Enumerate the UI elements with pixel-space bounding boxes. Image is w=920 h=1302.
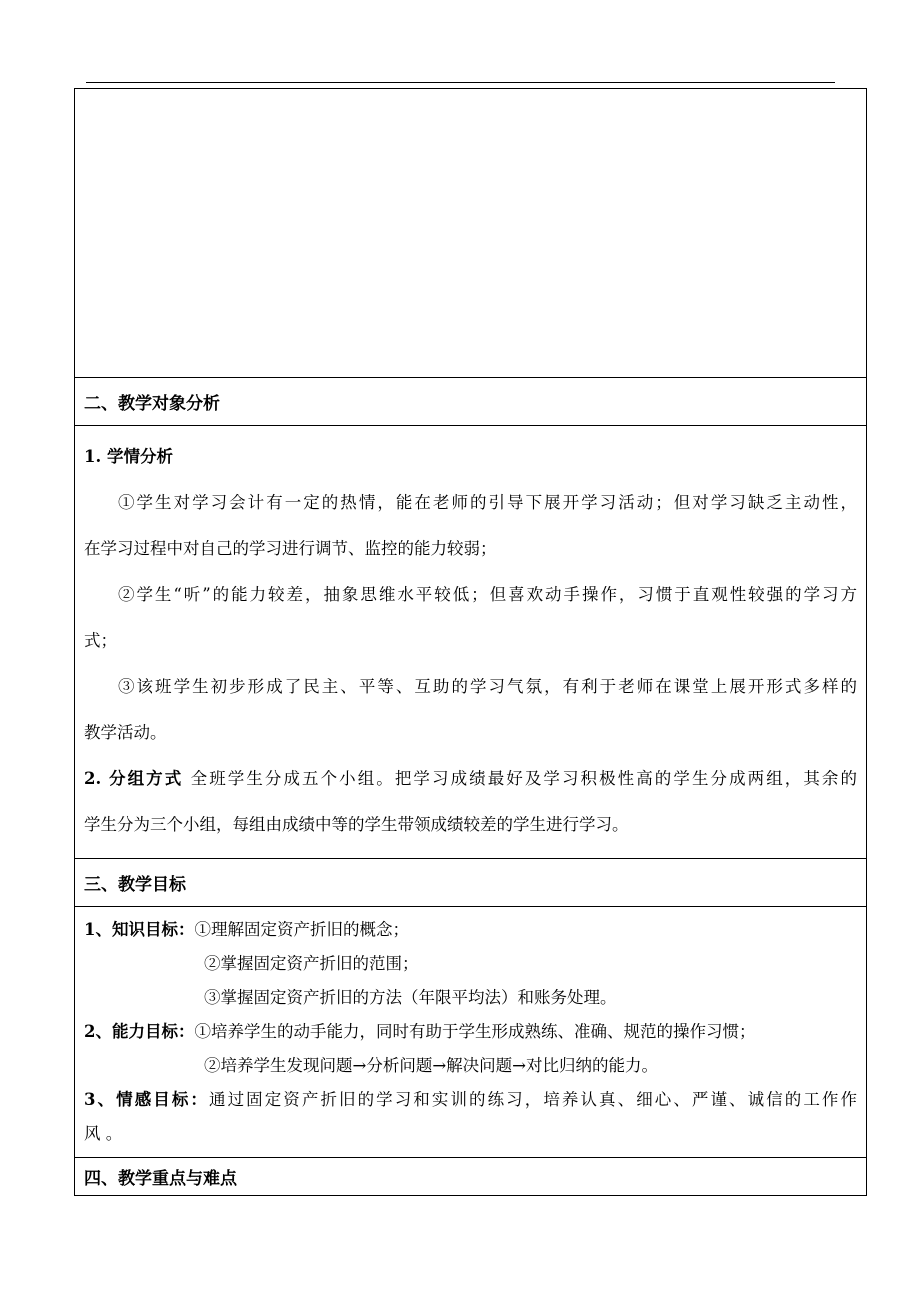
- knowledge-goal-row: [84, 913, 857, 947]
- knowledge-goal-label: 1、知识目标：: [84, 920, 195, 939]
- analysis-body: [75, 425, 866, 858]
- knowledge-goal-item: ①理解固定资产折旧的概念；: [194, 920, 409, 939]
- analysis-point-3-line-2: 教学活动。: [84, 723, 167, 742]
- objectives-body: [75, 906, 866, 1157]
- subheading-grouping: 2. 分组方式: [84, 769, 184, 788]
- ability-goal-label: 2、能力目标：: [84, 1022, 195, 1041]
- knowledge-goal-item: ②掌握固定资产折旧的范围；: [204, 954, 419, 973]
- section-heading-key-points: 四、教学重点与难点: [75, 1157, 866, 1195]
- emotion-goal-text: 通过固定资产折旧的学习和实训的练习，培养认真、细心、严谨、诚信的工作作: [209, 1090, 858, 1109]
- knowledge-goal-item: ③掌握固定资产折旧的方法（年限平均法）和账务处理。: [204, 988, 617, 1007]
- section-heading-analysis: 二、教学对象分析: [75, 377, 866, 425]
- analysis-point-1-line-1: ①学生对学习会计有一定的热情，能在老师的引导下展开学习活动；但对学习缺乏主动性，: [118, 493, 857, 512]
- subheading-student-analysis: 1. 学情分析: [84, 447, 173, 466]
- analysis-point-2-line-1: ②学生“听”的能力较差，抽象思维水平较低；但喜欢动手操作，习惯于直观性较强的学习方: [118, 585, 857, 604]
- ability-goal-item: ①培养学生的动手能力，同时有助于学生形成熟练、准确、规范的操作习惯；: [194, 1022, 756, 1041]
- header-rule: [86, 82, 835, 83]
- grouping-text: 全班学生分成五个小组。把学习成绩最好及学习积极性高的学生分成两组，其余的: [190, 769, 857, 788]
- blank-cell: [75, 89, 866, 377]
- ability-goal-row: [84, 1015, 857, 1049]
- analysis-point-3-line-1: ③该班学生初步形成了民主、平等、互助的学习气氛，有利于老师在课堂上展开形式多样的: [118, 677, 857, 696]
- section-heading-objectives: 三、教学目标: [75, 858, 866, 906]
- ability-goal-item: ②培养学生发现问题→分析问题→解决问题→对比归纳的能力。: [204, 1056, 658, 1075]
- grouping-line-1: [84, 756, 857, 802]
- emotion-goal-row: [84, 1083, 857, 1117]
- grouping-line-2: 学生分为三个小组，每组由成绩中等的学生带领成绩较差的学生进行学习。: [84, 815, 629, 834]
- lesson-plan-table: [74, 88, 867, 1196]
- analysis-point-2-line-2: 式；: [84, 631, 117, 650]
- emotion-goal-label: 3、情感目标：: [84, 1090, 209, 1109]
- analysis-point-1-line-2: 在学习过程中对自己的学习进行调节、监控的能力较弱；: [84, 539, 497, 558]
- emotion-goal-text-end: 风 。: [84, 1124, 123, 1143]
